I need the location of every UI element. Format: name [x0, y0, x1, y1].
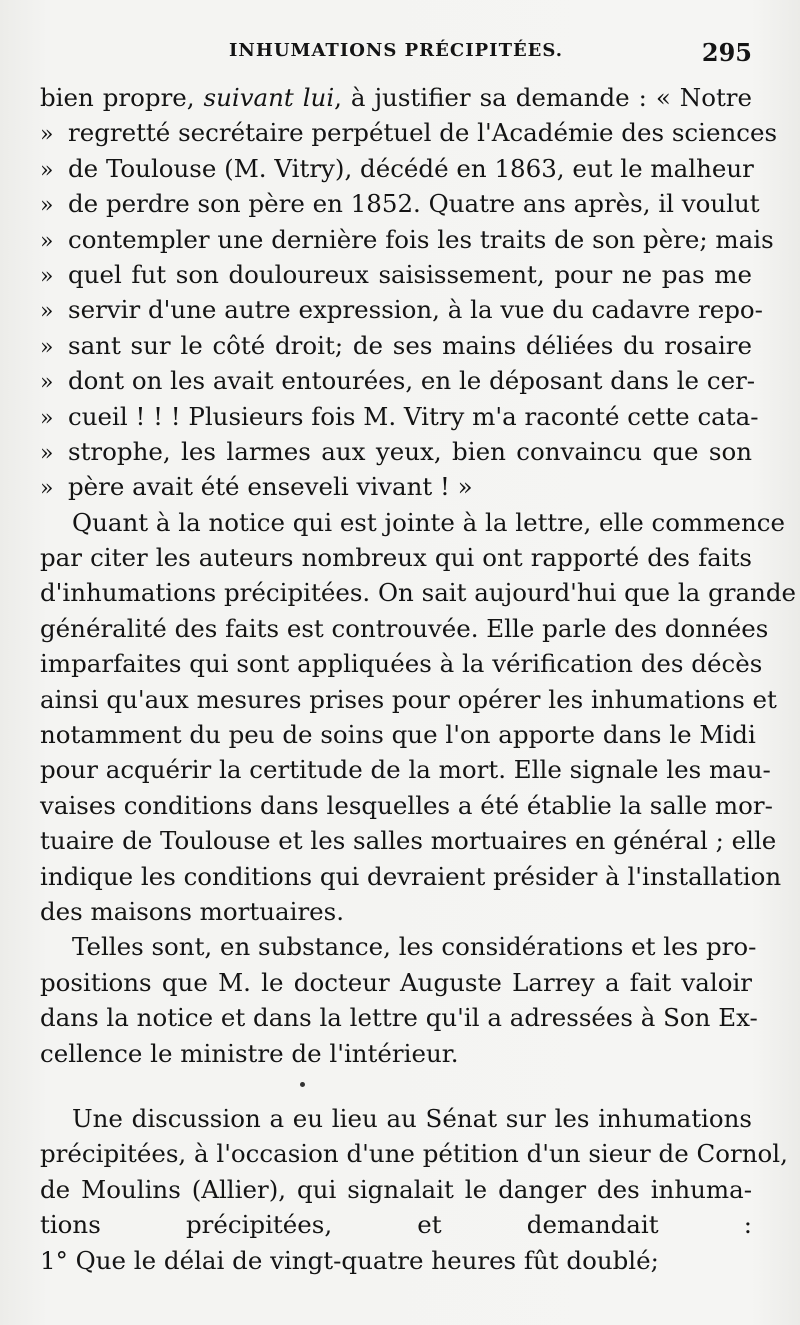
text-line: vaises conditions dans lesquelles a été établie la salle mor- — [40, 790, 773, 820]
quote-mark: » — [40, 193, 54, 219]
text-line: notamment du peu de soins que l'on apporte dans le Midi — [40, 720, 756, 750]
quote-mark: » — [40, 476, 54, 502]
quote-line — [40, 399, 759, 434]
paragraph — [40, 1101, 788, 1278]
text-line: imparfaites qui sont appliquées à la vérification des décès — [40, 649, 763, 679]
text-line: Une discussion a eu lieu au Sénat sur les inhumations — [72, 1103, 752, 1133]
quote-text: cueil ! ! ! Plusieurs fois M. Vitry m'a raconté cette cata- — [68, 401, 759, 431]
page-header — [40, 38, 752, 70]
quote-text: sant sur le côté droit; de ses mains déliées du rosaire — [68, 330, 752, 360]
section-gap — [40, 1071, 752, 1101]
text-line: généralité des faits est controuvée. Elle parle des données — [40, 613, 769, 643]
quote-mark: » — [40, 299, 54, 325]
text-line: bien propre, suivant lui, à justifier sa demande : « Notre — [40, 83, 752, 112]
text-line: Telles sont, en substance, les considérations et les pro- — [72, 932, 757, 962]
text-line: dans la notice et dans la lettre qu'il a adressées à Son Ex- — [40, 1003, 758, 1033]
quote-mark: » — [40, 263, 54, 289]
quote-line — [40, 434, 752, 469]
quote-mark: » — [40, 334, 54, 360]
page-body — [40, 80, 797, 1278]
text-line: ainsi qu'aux mesures prises pour opérer les inhumations et — [40, 684, 777, 714]
quote-line — [40, 115, 778, 150]
running-head: INHUMATIONS PRÉCIPITÉES. — [228, 40, 564, 61]
quote-text: regretté secrétaire perpétuel de l'Académie des sciences — [68, 118, 778, 148]
italic-phrase: suivant lui — [203, 83, 335, 112]
text-line: tions précipitées, et demandait : — [40, 1210, 752, 1240]
quote-text: de perdre son père en 1852. Quatre ans après, il voulut — [68, 189, 760, 219]
text-line: indique les conditions qui devraient présider à l'installation — [40, 861, 782, 891]
quote-text: contempler une dernière fois les traits de son père; mais — [68, 224, 774, 254]
quote-text: de Toulouse (M. Vitry), décédé en 1863, eut le malheur — [68, 153, 754, 183]
ink-dot — [300, 1082, 305, 1087]
page-number: 295 — [701, 38, 752, 67]
text-line: positions que M. le docteur Auguste Larrey a fait valoir — [40, 967, 752, 997]
quote-line — [40, 469, 752, 504]
text-line: précipitées, à l'occasion d'une pétition d'un sieur de Cornol, — [40, 1139, 788, 1169]
quote-text: dont on les avait entourées, en le déposant dans le cer- — [68, 366, 756, 396]
paragraph — [40, 505, 797, 930]
quote-line — [40, 222, 774, 257]
quote-line — [40, 186, 760, 221]
text-line: par citer les auteurs nombreux qui ont rapporté des faits — [40, 543, 752, 573]
paragraph — [40, 929, 758, 1071]
quote-text: strophe, les larmes aux yeux, bien convaincu que son — [68, 436, 752, 466]
quote-mark: » — [40, 157, 54, 183]
quote-mark: » — [40, 440, 54, 466]
text-line: des maisons mortuaires. — [40, 896, 345, 926]
quote-mark: » — [40, 122, 54, 148]
quote-text: quel fut son douloureux saisissement, pour ne pas me — [68, 259, 752, 289]
quote-line — [40, 292, 763, 327]
quotation-block — [40, 115, 778, 504]
quote-line — [40, 328, 752, 363]
quote-line — [40, 363, 756, 398]
text-line: cellence le ministre de l'intérieur. — [40, 1038, 459, 1068]
text-line: de Moulins (Allier), qui signalait le danger des inhuma- — [40, 1174, 752, 1204]
quote-mark: » — [40, 405, 54, 431]
text-line: 1° Que le délai de vingt-quatre heures fût doublé; — [40, 1245, 659, 1275]
quote-line — [40, 151, 752, 186]
quote-line — [40, 257, 752, 292]
quote-mark: » — [40, 228, 54, 254]
text-line: Quant à la notice qui est jointe à la lettre, elle commence — [72, 507, 785, 537]
quote-text: père avait été enseveli vivant ! » — [68, 472, 473, 502]
quote-text: servir d'une autre expression, à la vue du cadavre repo- — [68, 295, 763, 325]
quote-mark: » — [40, 370, 54, 396]
text-line: pour acquérir la certitude de la mort. Elle signale les mau- — [40, 755, 771, 785]
text-line: tuaire de Toulouse et les salles mortuaires en général ; elle — [40, 826, 777, 856]
text-line: d'inhumations précipitées. On sait aujourd'hui que la grande — [40, 578, 797, 608]
